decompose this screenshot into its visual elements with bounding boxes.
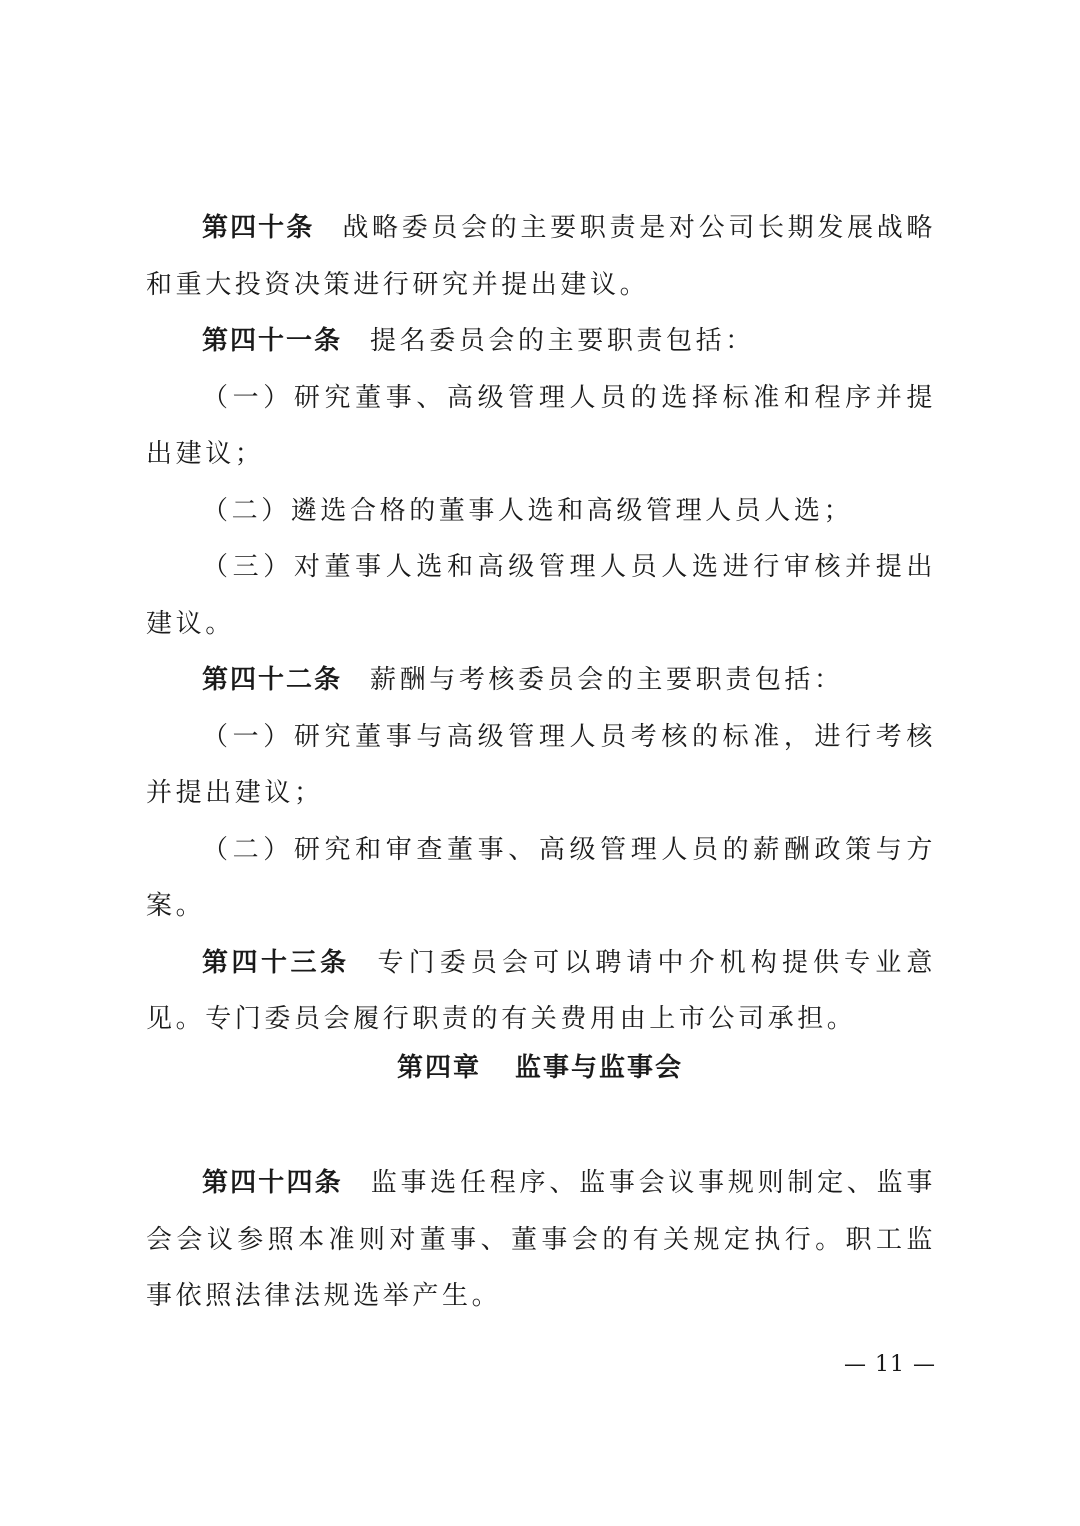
article-44 — [146, 1155, 936, 1325]
article-label: 第四十条 — [202, 213, 315, 243]
list-item: （三）对董事人选和高级管理人员人选进行审核并提出建议。 — [146, 552, 936, 639]
list-item: （一）研究董事、高级管理人员的选择标准和程序并提出建议； — [146, 382, 936, 469]
chapter-heading — [0, 1040, 1080, 1096]
articles-section-2 — [146, 1155, 936, 1325]
article-41 — [146, 313, 936, 370]
article-label: 第四十三条 — [202, 947, 350, 978]
article-label: 第四十四条 — [202, 1168, 343, 1198]
page-number: — 11 — — [844, 1352, 936, 1377]
chapter-number: 第四章 — [396, 1053, 481, 1083]
list-item: （二）研究和审查董事、高级管理人员的薪酬政策与方案。 — [146, 834, 936, 921]
chapter-title: 监事与监事会 — [515, 1053, 684, 1083]
article-text: 提名委员会的主要职责包括： — [370, 326, 755, 356]
articles-section — [146, 200, 936, 1048]
list-item: （二）遴选合格的董事人选和高级管理人员人选； — [202, 495, 854, 526]
article-label: 第四十二条 — [202, 665, 343, 695]
article-label: 第四十一条 — [202, 326, 343, 356]
article-42 — [146, 652, 936, 709]
article-text: 专门委员会可以聘请中介机构提供专业意见。专门委员会履行职责的有关费用由上市公司承担。 — [146, 947, 936, 1034]
article-text: 监事选任程序、监事会议事规则制定、监事会会议参照本准则对董事、董事会的有关规定执行。职工监事依照法律法规选举产生。 — [146, 1168, 936, 1311]
article-40 — [146, 200, 936, 313]
article-text: 薪酬与考核委员会的主要职责包括： — [370, 665, 844, 695]
list-item: （一）研究董事与高级管理人员考核的标准，进行考核并提出建议； — [146, 721, 936, 808]
article-text: 战略委员会的主要职责是对公司长期发展战略和重大投资决策进行研究并提出建议。 — [146, 213, 936, 300]
article-43 — [146, 935, 936, 1048]
